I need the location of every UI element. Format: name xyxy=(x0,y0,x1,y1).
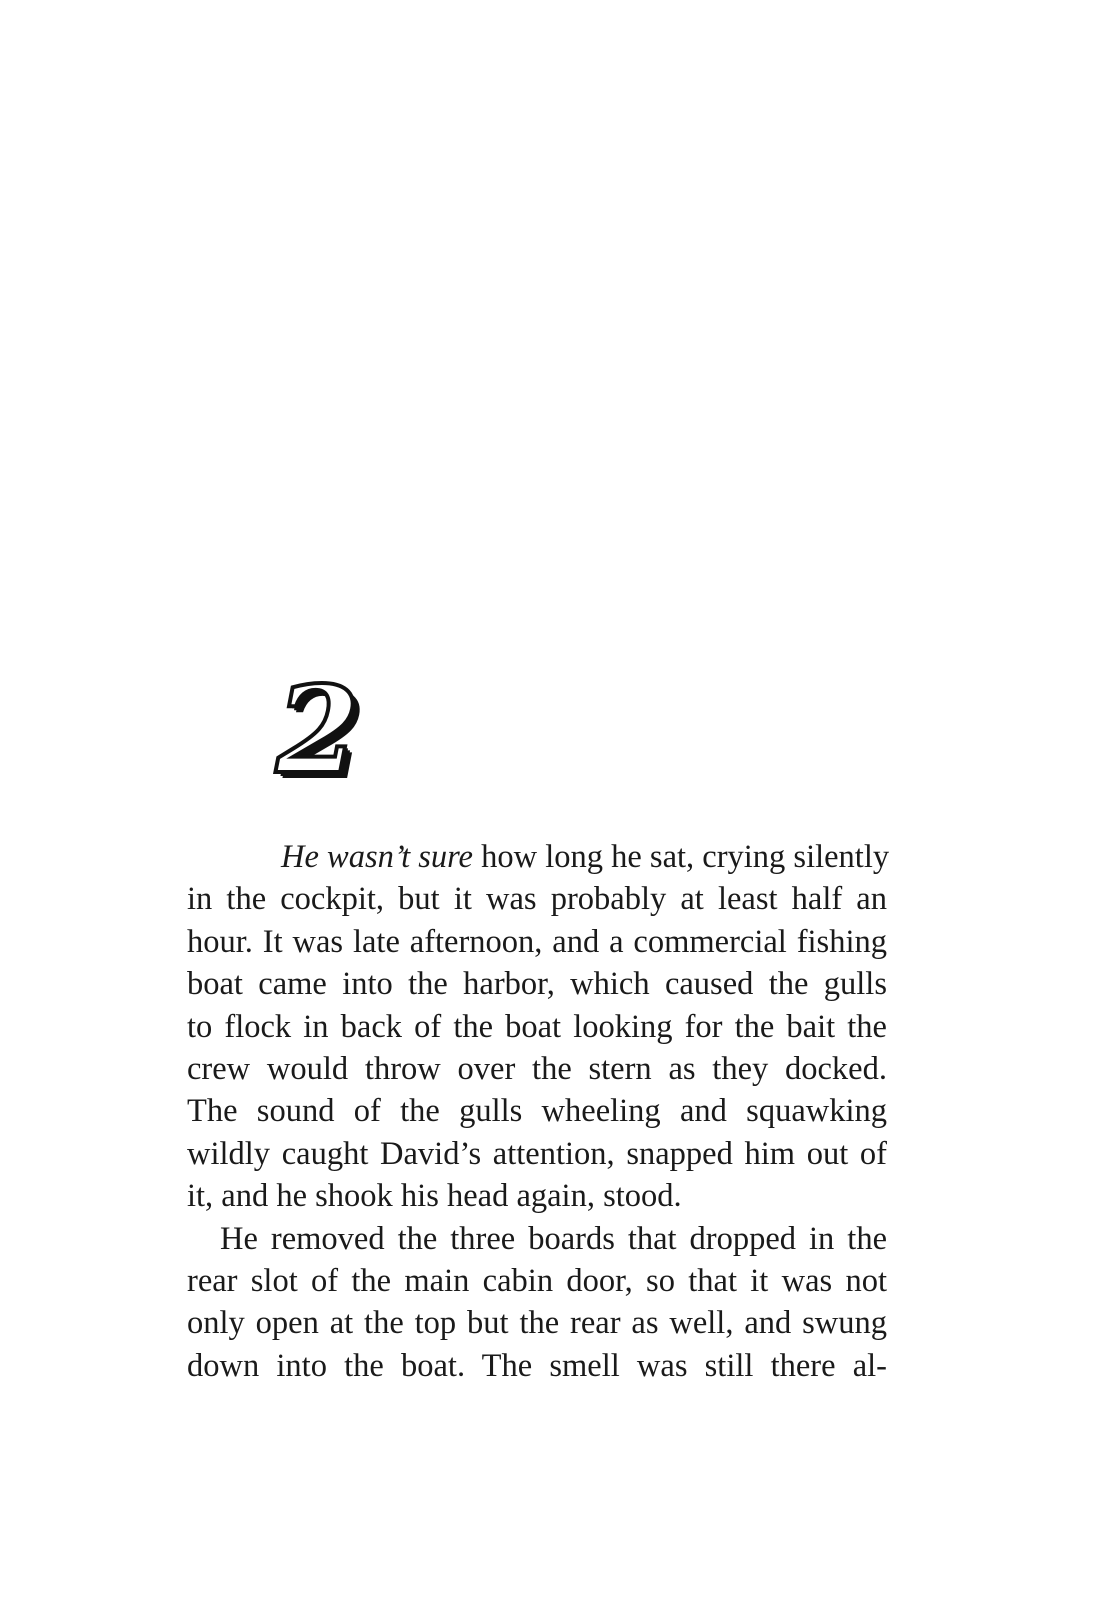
text-line: down into the boat. The smell was still there al- xyxy=(187,1347,887,1384)
lead-in-text: He wasn’t sure xyxy=(281,839,473,875)
text-line-content: how long he sat, crying silently xyxy=(473,839,890,875)
text-line: crew would throw over the stern as they docked. xyxy=(187,1050,887,1087)
chapter-body xyxy=(187,836,890,1387)
text-line: hour. It was late afternoon, and a commercial fishing xyxy=(187,923,887,960)
text-line: to flock in back of the boat looking for the bait the xyxy=(187,1008,887,1045)
text-line: boat came into the harbor, which caused the gulls xyxy=(187,966,887,1003)
chapter-number: 2 xyxy=(276,660,360,801)
text-line: rear slot of the main cabin door, so that it was not xyxy=(187,1262,887,1299)
text-line: wildly caught David’s attention, snapped him out of xyxy=(187,1135,887,1172)
text-line: it, and he shook his head again, stood. xyxy=(187,1178,682,1215)
text-line: The sound of the gulls wheeling and squawking xyxy=(187,1093,887,1130)
text-line: only open at the top but the rear as well, and swung xyxy=(187,1305,887,1342)
text-line: He removed the three boards that dropped in the xyxy=(220,1220,887,1257)
text-line xyxy=(187,836,890,878)
text-line: in the cockpit, but it was probably at least half an xyxy=(187,881,887,918)
